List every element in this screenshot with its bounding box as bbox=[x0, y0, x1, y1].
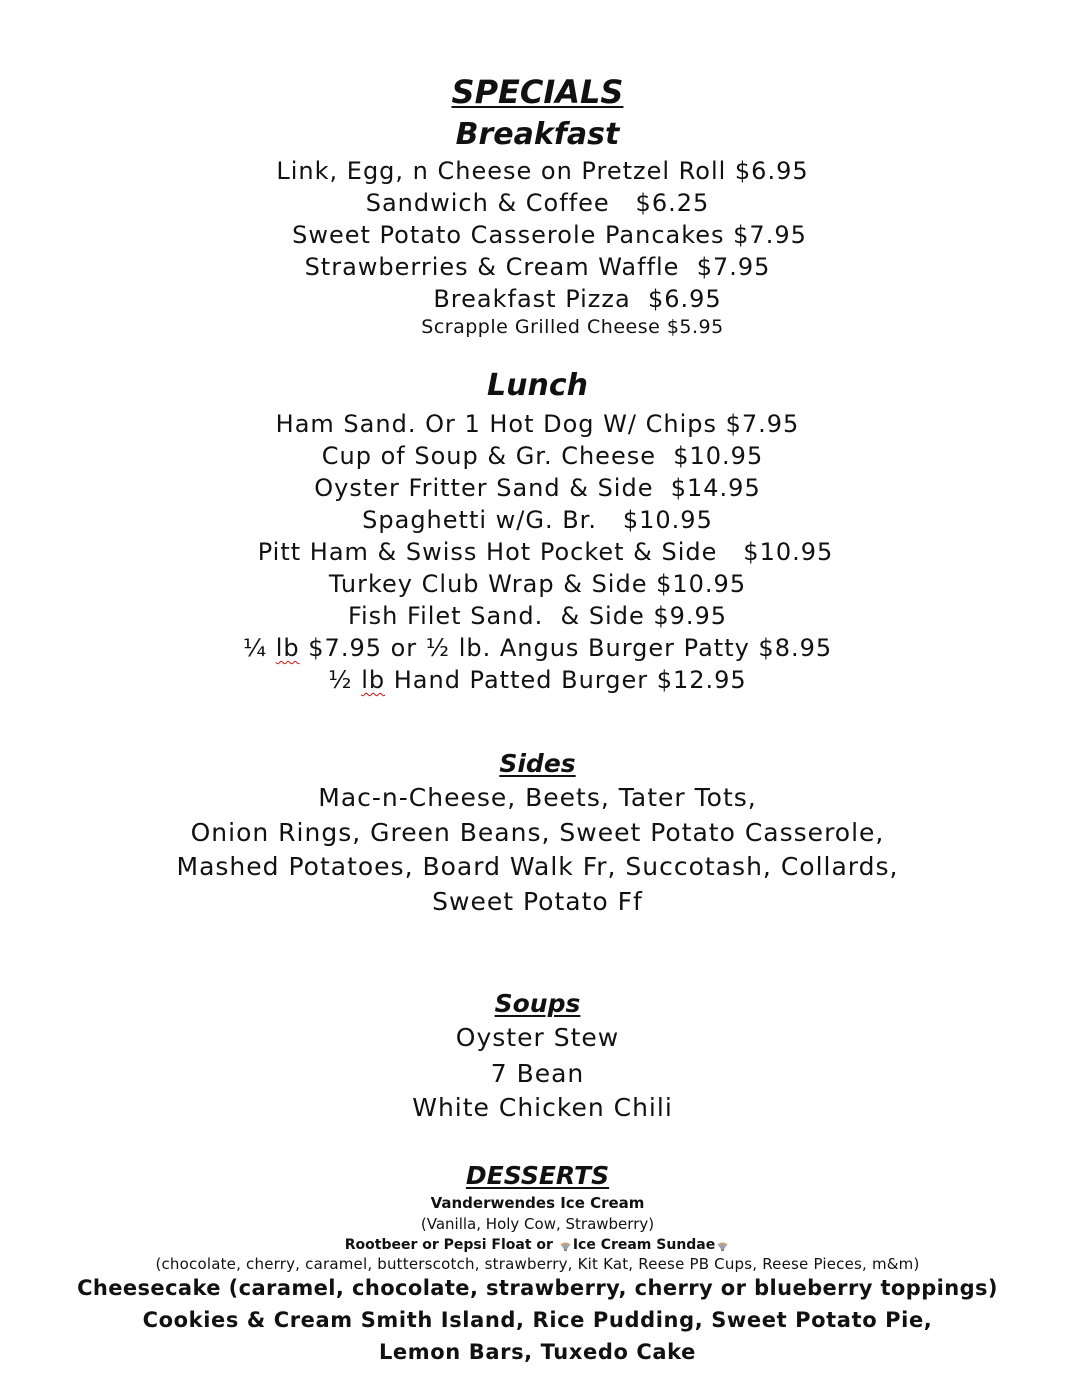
lunch-item: Spaghetti w/G. Br. $10.95 bbox=[362, 506, 713, 534]
soups-item: 7 Bean bbox=[490, 1059, 585, 1088]
breakfast-item: Sweet Potato Casserole Pancakes $7.95 bbox=[292, 221, 807, 249]
sides-line: Sweet Potato Ff bbox=[432, 887, 643, 916]
lunch-item-burger-half bbox=[0, 668, 1075, 692]
burger-quarter-prefix: ¼ bbox=[242, 634, 276, 662]
specials-title: SPECIALS bbox=[451, 73, 624, 111]
burger-half-rest: Hand Patted Burger $12.95 bbox=[385, 666, 747, 694]
lunch-item: Fish Filet Sand. & Side $9.95 bbox=[347, 602, 728, 630]
dessert-cheesecake: Cheesecake (caramel, chocolate, strawberry, cherry or blueberry toppings) bbox=[77, 1276, 998, 1300]
burger-half-prefix: ½ bbox=[328, 666, 362, 694]
soups-item: Oyster Stew bbox=[455, 1023, 620, 1052]
breakfast-item: Breakfast Pizza $6.95 bbox=[433, 285, 722, 313]
dessert-sundae-toppings: (chocolate, cherry, caramel, butterscotch, strawberry, Kit Kat, Reese PB Cups, Reese Pieces, m&m) bbox=[155, 1255, 920, 1273]
sides-line: Mac-n-Cheese, Beets, Tater Tots, bbox=[318, 783, 757, 812]
burger-half-unit: lb bbox=[361, 666, 386, 694]
ice-cream-sundae-icon bbox=[716, 1239, 729, 1251]
soups-item: White Chicken Chili bbox=[412, 1093, 673, 1122]
sides-line: Onion Rings, Green Beans, Sweet Potato Casserole, bbox=[190, 818, 885, 847]
lunch-item: Pitt Ham & Swiss Hot Pocket & Side $10.95 bbox=[257, 538, 834, 566]
dessert-ice-cream: Vanderwendes Ice Cream bbox=[430, 1194, 645, 1212]
lunch-item: Ham Sand. Or 1 Hot Dog W/ Chips $7.95 bbox=[275, 410, 800, 438]
breakfast-item: Sandwich & Coffee $6.25 bbox=[365, 189, 710, 217]
breakfast-item: Strawberries & Cream Waffle $7.95 bbox=[304, 253, 771, 281]
lunch-item: Turkey Club Wrap & Side $10.95 bbox=[328, 570, 747, 598]
dessert-ice-cream-flavors: (Vanilla, Holy Cow, Strawberry) bbox=[420, 1215, 655, 1233]
lunch-heading: Lunch bbox=[487, 368, 588, 403]
sides-line: Mashed Potatoes, Board Walk Fr, Succotash, Collards, bbox=[176, 852, 899, 881]
ice-cream-sundae-icon bbox=[559, 1239, 572, 1251]
float-text: Rootbeer or Pepsi Float or bbox=[344, 1237, 558, 1253]
burger-quarter-rest: $7.95 or ½ lb. Angus Burger Patty $8.95 bbox=[299, 634, 833, 662]
burger-quarter-unit: lb bbox=[275, 634, 300, 662]
desserts-heading: DESSERTS bbox=[465, 1161, 610, 1190]
lunch-item: Cup of Soup & Gr. Cheese $10.95 bbox=[321, 442, 764, 470]
dessert-float-sundae bbox=[0, 1238, 1075, 1252]
lunch-item-burger-quarter bbox=[0, 636, 1075, 660]
lunch-item: Oyster Fritter Sand & Side $14.95 bbox=[314, 474, 761, 502]
breakfast-heading: Breakfast bbox=[455, 117, 620, 152]
dessert-cookies-line: Cookies & Cream Smith Island, Rice Pudding, Sweet Potato Pie, bbox=[142, 1308, 933, 1332]
sides-heading: Sides bbox=[499, 749, 576, 778]
soups-heading: Soups bbox=[494, 989, 581, 1018]
breakfast-item: Scrapple Grilled Cheese $5.95 bbox=[421, 316, 724, 338]
sundae-text: Ice Cream Sundae bbox=[572, 1237, 716, 1253]
breakfast-item: Link, Egg, n Cheese on Pretzel Roll $6.95 bbox=[276, 157, 809, 185]
dessert-lemon-line: Lemon Bars, Tuxedo Cake bbox=[378, 1340, 697, 1364]
